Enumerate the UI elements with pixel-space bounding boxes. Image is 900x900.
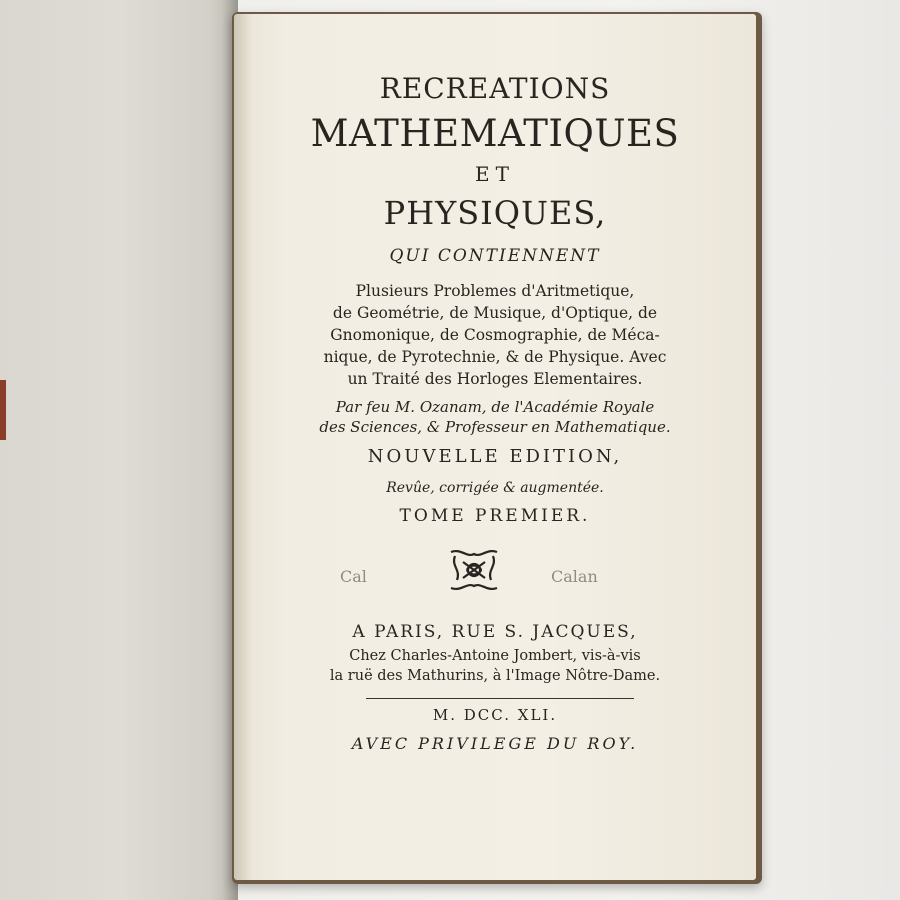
imprint-address: la ruë des Mathurins, à l'Image Nôtre-Dame. xyxy=(329,668,661,684)
divider-rule xyxy=(366,698,634,699)
imprint-city: A PARIS, RUE S. JACQUES, xyxy=(352,622,638,642)
library-stamp-right: Calan xyxy=(551,567,598,586)
title-line-3: ET xyxy=(475,162,515,186)
ornament-icon xyxy=(447,546,501,594)
contents-line: Plusieurs Problemes d'Aritmetique, xyxy=(355,282,635,300)
cover-edge xyxy=(0,380,6,440)
title-line-1: RECREATIONS xyxy=(379,72,611,105)
contents-line: de Geométrie, de Musique, d'Optique, de xyxy=(332,304,658,322)
subtitle: QUI CONTIENNENT xyxy=(389,246,601,266)
volume: TOME PREMIER. xyxy=(399,506,591,526)
title-line-4: PHYSIQUES, xyxy=(383,194,607,232)
author-line: Par feu M. Ozanam, de l'Académie Royale xyxy=(335,398,655,416)
contents-line: nique, de Pyrotechnie, & de Physique. Avec xyxy=(323,348,667,366)
contents-line: un Traité des Horloges Elementaires. xyxy=(347,370,643,388)
edition: NOUVELLE EDITION, xyxy=(367,446,623,467)
title-line-2: MATHEMATIQUES xyxy=(310,112,680,155)
imprint-publisher: Chez Charles-Antoine Jombert, vis-à-vis xyxy=(349,648,641,664)
library-stamp-left: Cal xyxy=(340,567,367,586)
left-endpaper xyxy=(0,0,238,900)
author-line: des Sciences, & Professeur en Mathematique. xyxy=(319,418,671,436)
privilege: AVEC PRIVILEGE DU ROY. xyxy=(351,734,639,753)
contents-line: Gnomonique, de Cosmographie, de Méca- xyxy=(330,326,660,344)
revision: Revûe, corrigée & augmentée. xyxy=(386,480,604,496)
publication-date: M. DCC. XLI. xyxy=(432,706,558,724)
